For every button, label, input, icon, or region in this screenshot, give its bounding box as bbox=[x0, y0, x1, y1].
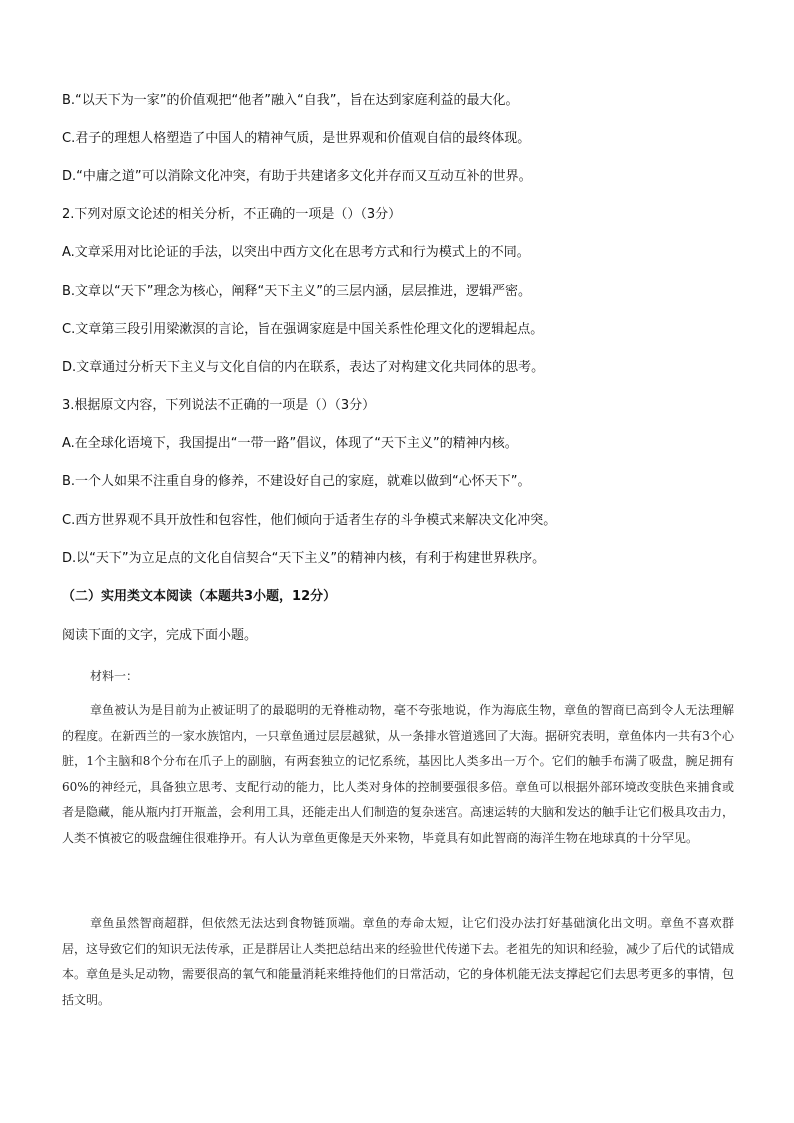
option-c-q2: C.文章第三段引用梁漱溟的言论，旨在强调家庭是中国关系性伦理文化的逻辑起点。 bbox=[62, 322, 544, 337]
section-heading: （二）实用类文本阅读（本题共3小题，12分） bbox=[62, 589, 337, 604]
option-d-q2: D.文章通过分析天下主义与文化自信的内在联系，表达了对构建文化共同体的思考。 bbox=[62, 360, 545, 375]
question-3: 3.根据原文内容，下列说法不正确的一项是（）（3分） bbox=[62, 398, 376, 413]
option-b-q1: B.“以天下为一家”的价值观把“他者”融入“自我”，旨在达到家庭利益的最大化。 bbox=[62, 93, 519, 108]
option-b-q3: B.一个人如果不注重自身的修养，不建设好自己的家庭，就难以做到“心怀天下”。 bbox=[62, 474, 531, 489]
passage-paragraph-2: 章鱼虽然智商超群，但依然无法达到食物链顶端。章鱼的寿命太短，让它们没办法打好基础演化出文明。章鱼不喜欢群居，这导致它们的知识无法传承，正是群居让人类把总结出来的经验世代传递下去。老祖先的知识和经验，减少了后代的试错成本。章鱼是头足动物，需要很高的氧气和能量消耗来维持他们的日常活动，它的身体机能无法支撑起它们去思考更多的事情，包括文明。 bbox=[62, 916, 735, 1007]
option-c-q1: C.君子的理想人格塑造了中国人的精神气质，是世界观和价值观自信的最终体现。 bbox=[62, 131, 531, 146]
question-2: 2.下列对原文论述的相关分析，不正确的一项是（）（3分） bbox=[62, 207, 402, 222]
passage-paragraph-1: 章鱼被认为是目前为止被证明了的最聪明的无脊椎动物，毫不夸张地说，作为海底生物，章鱼的智商已高到令人无法理解的程度。在新西兰的一家水族馆内，一只章鱼通过层层越狱，从一条排水管道逃回了大海。据研究表明，章鱼体内一共有3个心脏，1个主脑和8个分布在爪子上的副脑，有两套独立的记忆系统，基因比人类多出一万个。它们的触手布满了吸盘，腕足拥有60%的神经元，具备独立思考、支配行动的能力，比人类对身体的控制要强很多倍。章鱼可以根据外部环境改变肤色来捕食或者是隐藏，能从瓶内打开瓶盖，会利用工具，还能走出人们制造的复杂迷宫。高速运转的大脑和发达的触手让它们极具攻击力，人类不慎被它的吸盘缠住很难挣开。有人认为章鱼更像是天外来物，毕竟具有如此智商的海洋生物在地球真的十分罕见。 bbox=[62, 703, 735, 845]
option-d-q3: D.以“天下”为立足点的文化自信契合“天下主义”的精神内核，有利于构建世界秩序。 bbox=[62, 551, 546, 566]
option-c-q3: C.西方世界观不具开放性和包容性，他们倾向于适者生存的斗争模式来解决文化冲突。 bbox=[62, 513, 557, 528]
option-d-q1: D.“中庸之道”可以消除文化冲突，有助于共建诸多文化并存而又互动互补的世界。 bbox=[62, 169, 532, 184]
material-label: 材料一： bbox=[90, 669, 139, 683]
reading-instruction: 阅读下面的文字，完成下面小题。 bbox=[62, 628, 258, 643]
option-a-q2: A.文章采用对比论证的手法，以突出中西方文化在思考方式和行为模式上的不同。 bbox=[62, 245, 530, 260]
option-b-q2: B.文章以“天下”理念为核心，阐释“天下主义”的三层内涵，层层推进，逻辑严密。 bbox=[62, 284, 531, 299]
option-a-q3: A.在全球化语境下，我国提出“一带一路”倡议，体现了“天下主义”的精神内核。 bbox=[62, 436, 518, 451]
